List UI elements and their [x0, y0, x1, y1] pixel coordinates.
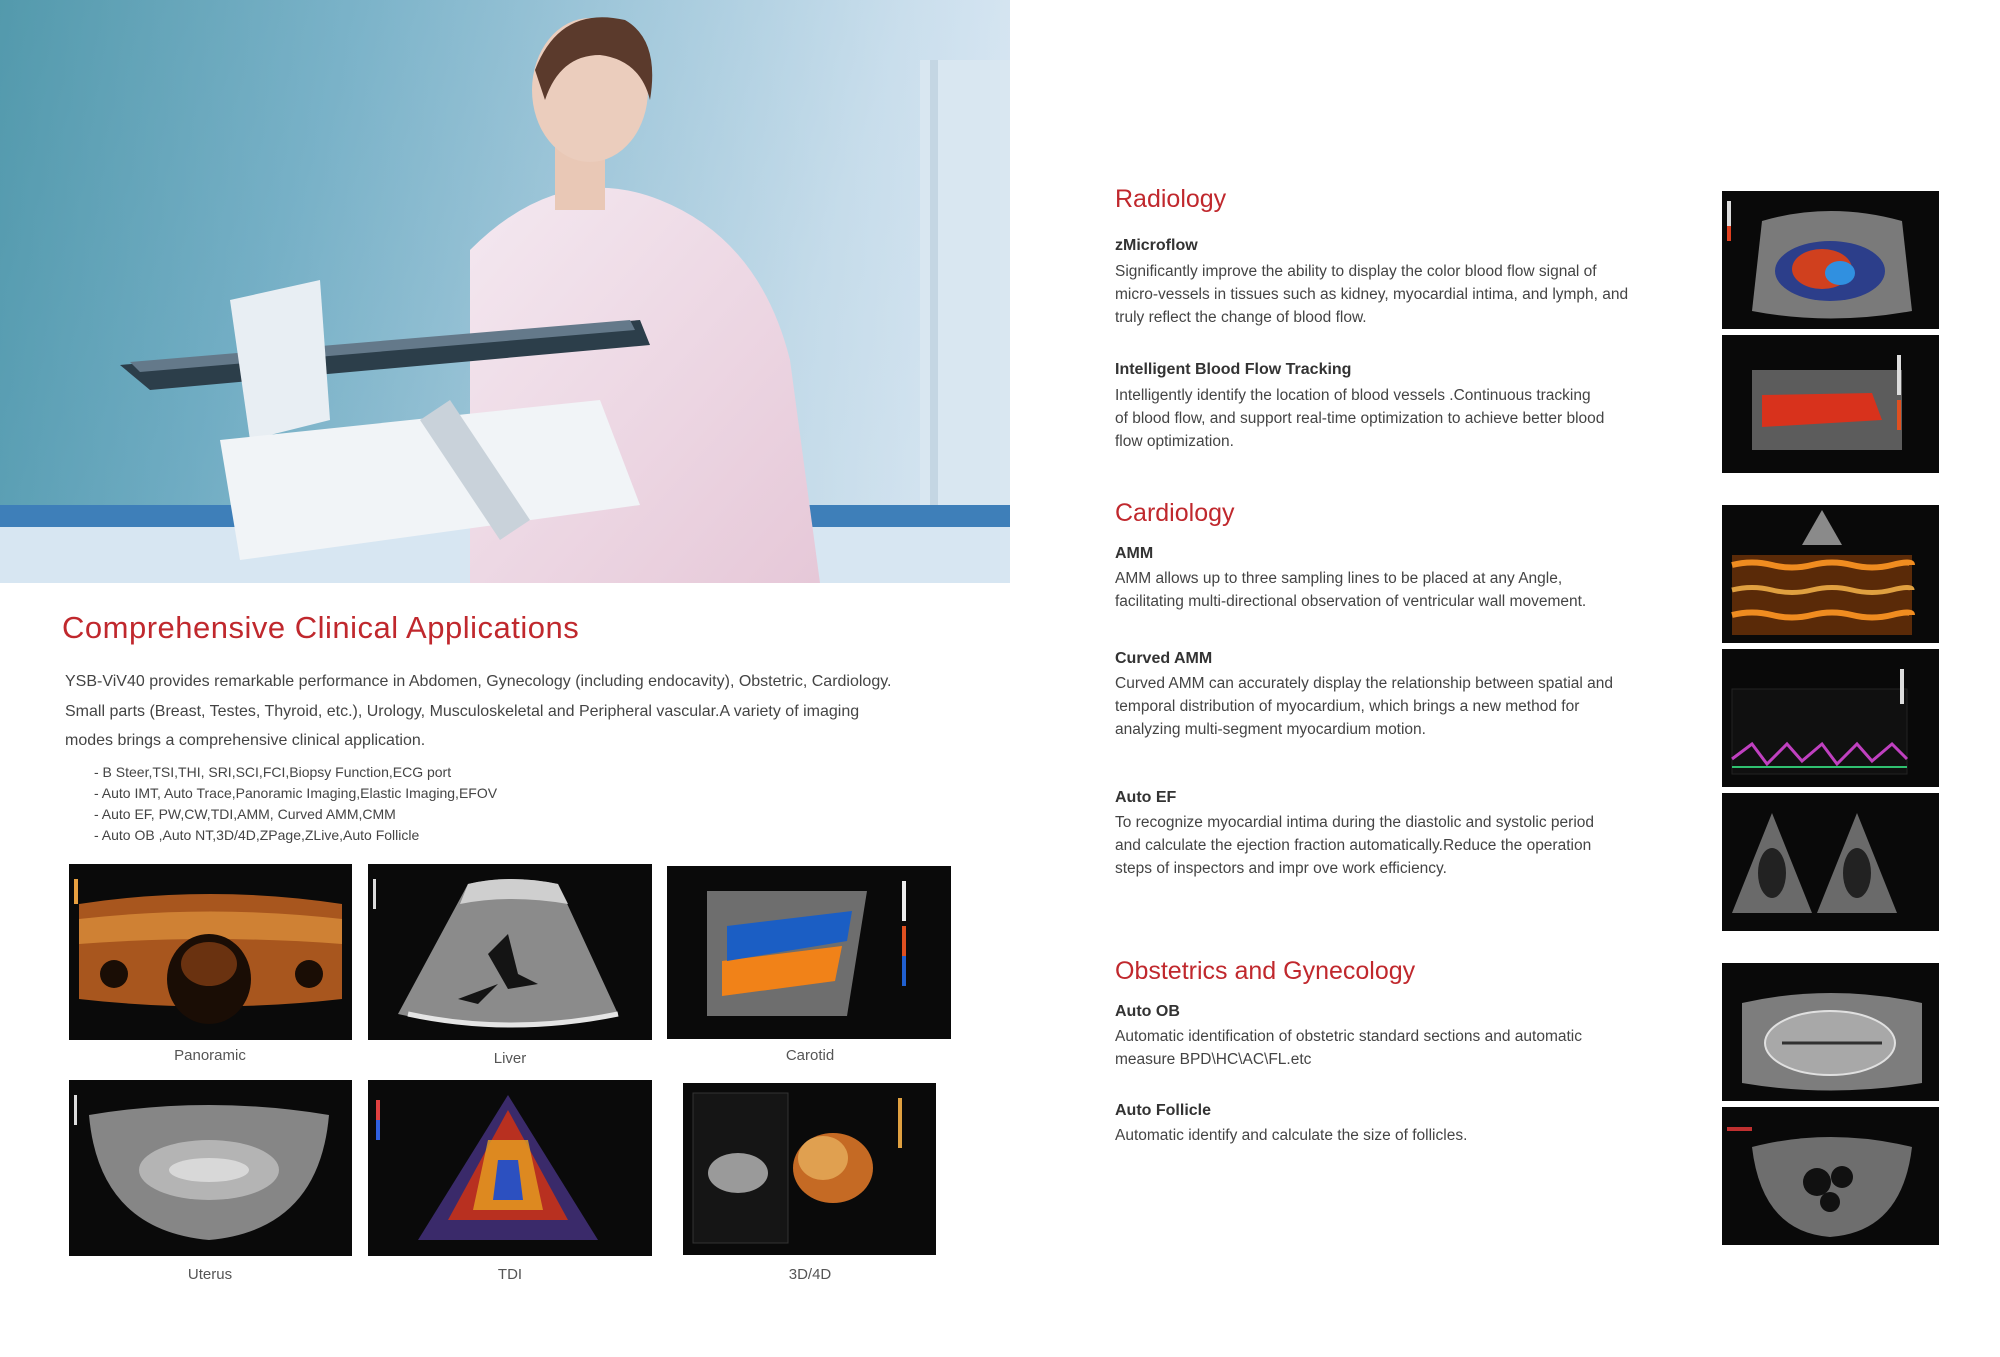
intro-line-2: Small parts (Breast, Testes, Thyroid, etc.), Urology, Musculoskeletal and Peripheral vascular.A variety of imaging [65, 703, 860, 720]
feature-desc-curved-amm: Curved AMM can accurately display the relationship between spatial and temporal distribution of myocardium, which brings a new method for analyzing multi-segment myocardium motion. [1115, 675, 1613, 738]
feature-item: - B Steer,TSI,THI, SRI,SCI,FCI,Biopsy Function,ECG port [94, 764, 452, 780]
feature-desc-blood-flow-tracking: Intelligently identify the location of blood vessels .Continuous tracking of blood flow, and support real-time optimization to achieve better blood flow optimization. [1115, 387, 1605, 450]
feature-desc-auto-follicle: Automatic identify and calculate the size of follicles. [1115, 1127, 1468, 1144]
feature-desc-auto-ef: To recognize myocardial intima during the diastolic and systolic period and calculate the ejection fraction automatically.Reduce the operation steps of inspectors and impr ove work efficiency. [1115, 814, 1595, 877]
panoramic-image [69, 864, 352, 1040]
section-title-obgyn: Obstetrics and Gynecology [1115, 957, 1416, 985]
page-title: Comprehensive Clinical Applications [62, 610, 580, 645]
auto-follicle-image [1722, 1107, 1939, 1245]
feature-item: - Auto OB ,Auto NT,3D/4D,ZPage,ZLive,Auto Follicle [94, 827, 420, 843]
tdi-image [368, 1080, 652, 1256]
feature-title-zmicroflow: zMicroflow [1115, 237, 1198, 254]
feature-list [94, 762, 497, 846]
feature-item: - Auto EF, PW,CW,TDI,AMM, Curved AMM,CMM [94, 806, 396, 822]
feature-title-blood-flow-tracking: Intelligent Blood Flow Tracking [1115, 361, 1352, 378]
caption-liver: Liver [493, 1050, 527, 1067]
feature-desc-zmicroflow: Significantly improve the ability to display the color blood flow signal of micro-vessels in tissues such as kidney, myocardial intima, and lymph, and truly reflect the change of blood flow. [1115, 263, 1629, 326]
intro-line-3: modes brings a comprehensive clinical application. [65, 732, 426, 749]
caption-panoramic: Panoramic [174, 1047, 246, 1064]
caption-3d4d: 3D/4D [788, 1266, 832, 1283]
hero-photo [0, 0, 1010, 583]
carotid-image [667, 866, 951, 1039]
feature-desc-amm: AMM allows up to three sampling lines to be placed at any Angle, facilitating multi-directional observation of ventricular wall movement. [1115, 570, 1587, 610]
feature-item: - Auto IMT, Auto Trace,Panoramic Imaging,Elastic Imaging,EFOV [94, 785, 498, 801]
auto-ef-image [1722, 793, 1939, 931]
feature-title-curved-amm: Curved AMM [1115, 650, 1213, 667]
feature-title-auto-ob: Auto OB [1115, 1003, 1180, 1020]
curved-amm-image [1722, 649, 1939, 787]
section-title-radiology: Radiology [1115, 185, 1227, 213]
zmicroflow-image [1722, 191, 1939, 329]
caption-tdi: TDI [497, 1266, 523, 1283]
feature-title-auto-follicle: Auto Follicle [1115, 1102, 1211, 1119]
liver-image [368, 864, 652, 1040]
section-title-cardiology: Cardiology [1115, 499, 1235, 527]
amm-image [1722, 505, 1939, 643]
auto-ob-image [1722, 963, 1939, 1101]
caption-uterus: Uterus [187, 1266, 233, 1283]
feature-title-auto-ef: Auto EF [1115, 789, 1177, 806]
feature-title-amm: AMM [1115, 545, 1154, 562]
blood-flow-tracking-image [1722, 335, 1939, 473]
3d4d-image [683, 1083, 936, 1255]
feature-desc-auto-ob: Automatic identification of obstetric standard sections and automatic measure BPD\HC\AC\FL.etc [1115, 1028, 1582, 1068]
intro-line-1: YSB-ViV40 provides remarkable performance in Abdomen, Gynecology (including endocavity), Obstetric, Cardiology. [65, 673, 892, 690]
caption-carotid: Carotid [785, 1047, 835, 1064]
uterus-image [69, 1080, 352, 1256]
